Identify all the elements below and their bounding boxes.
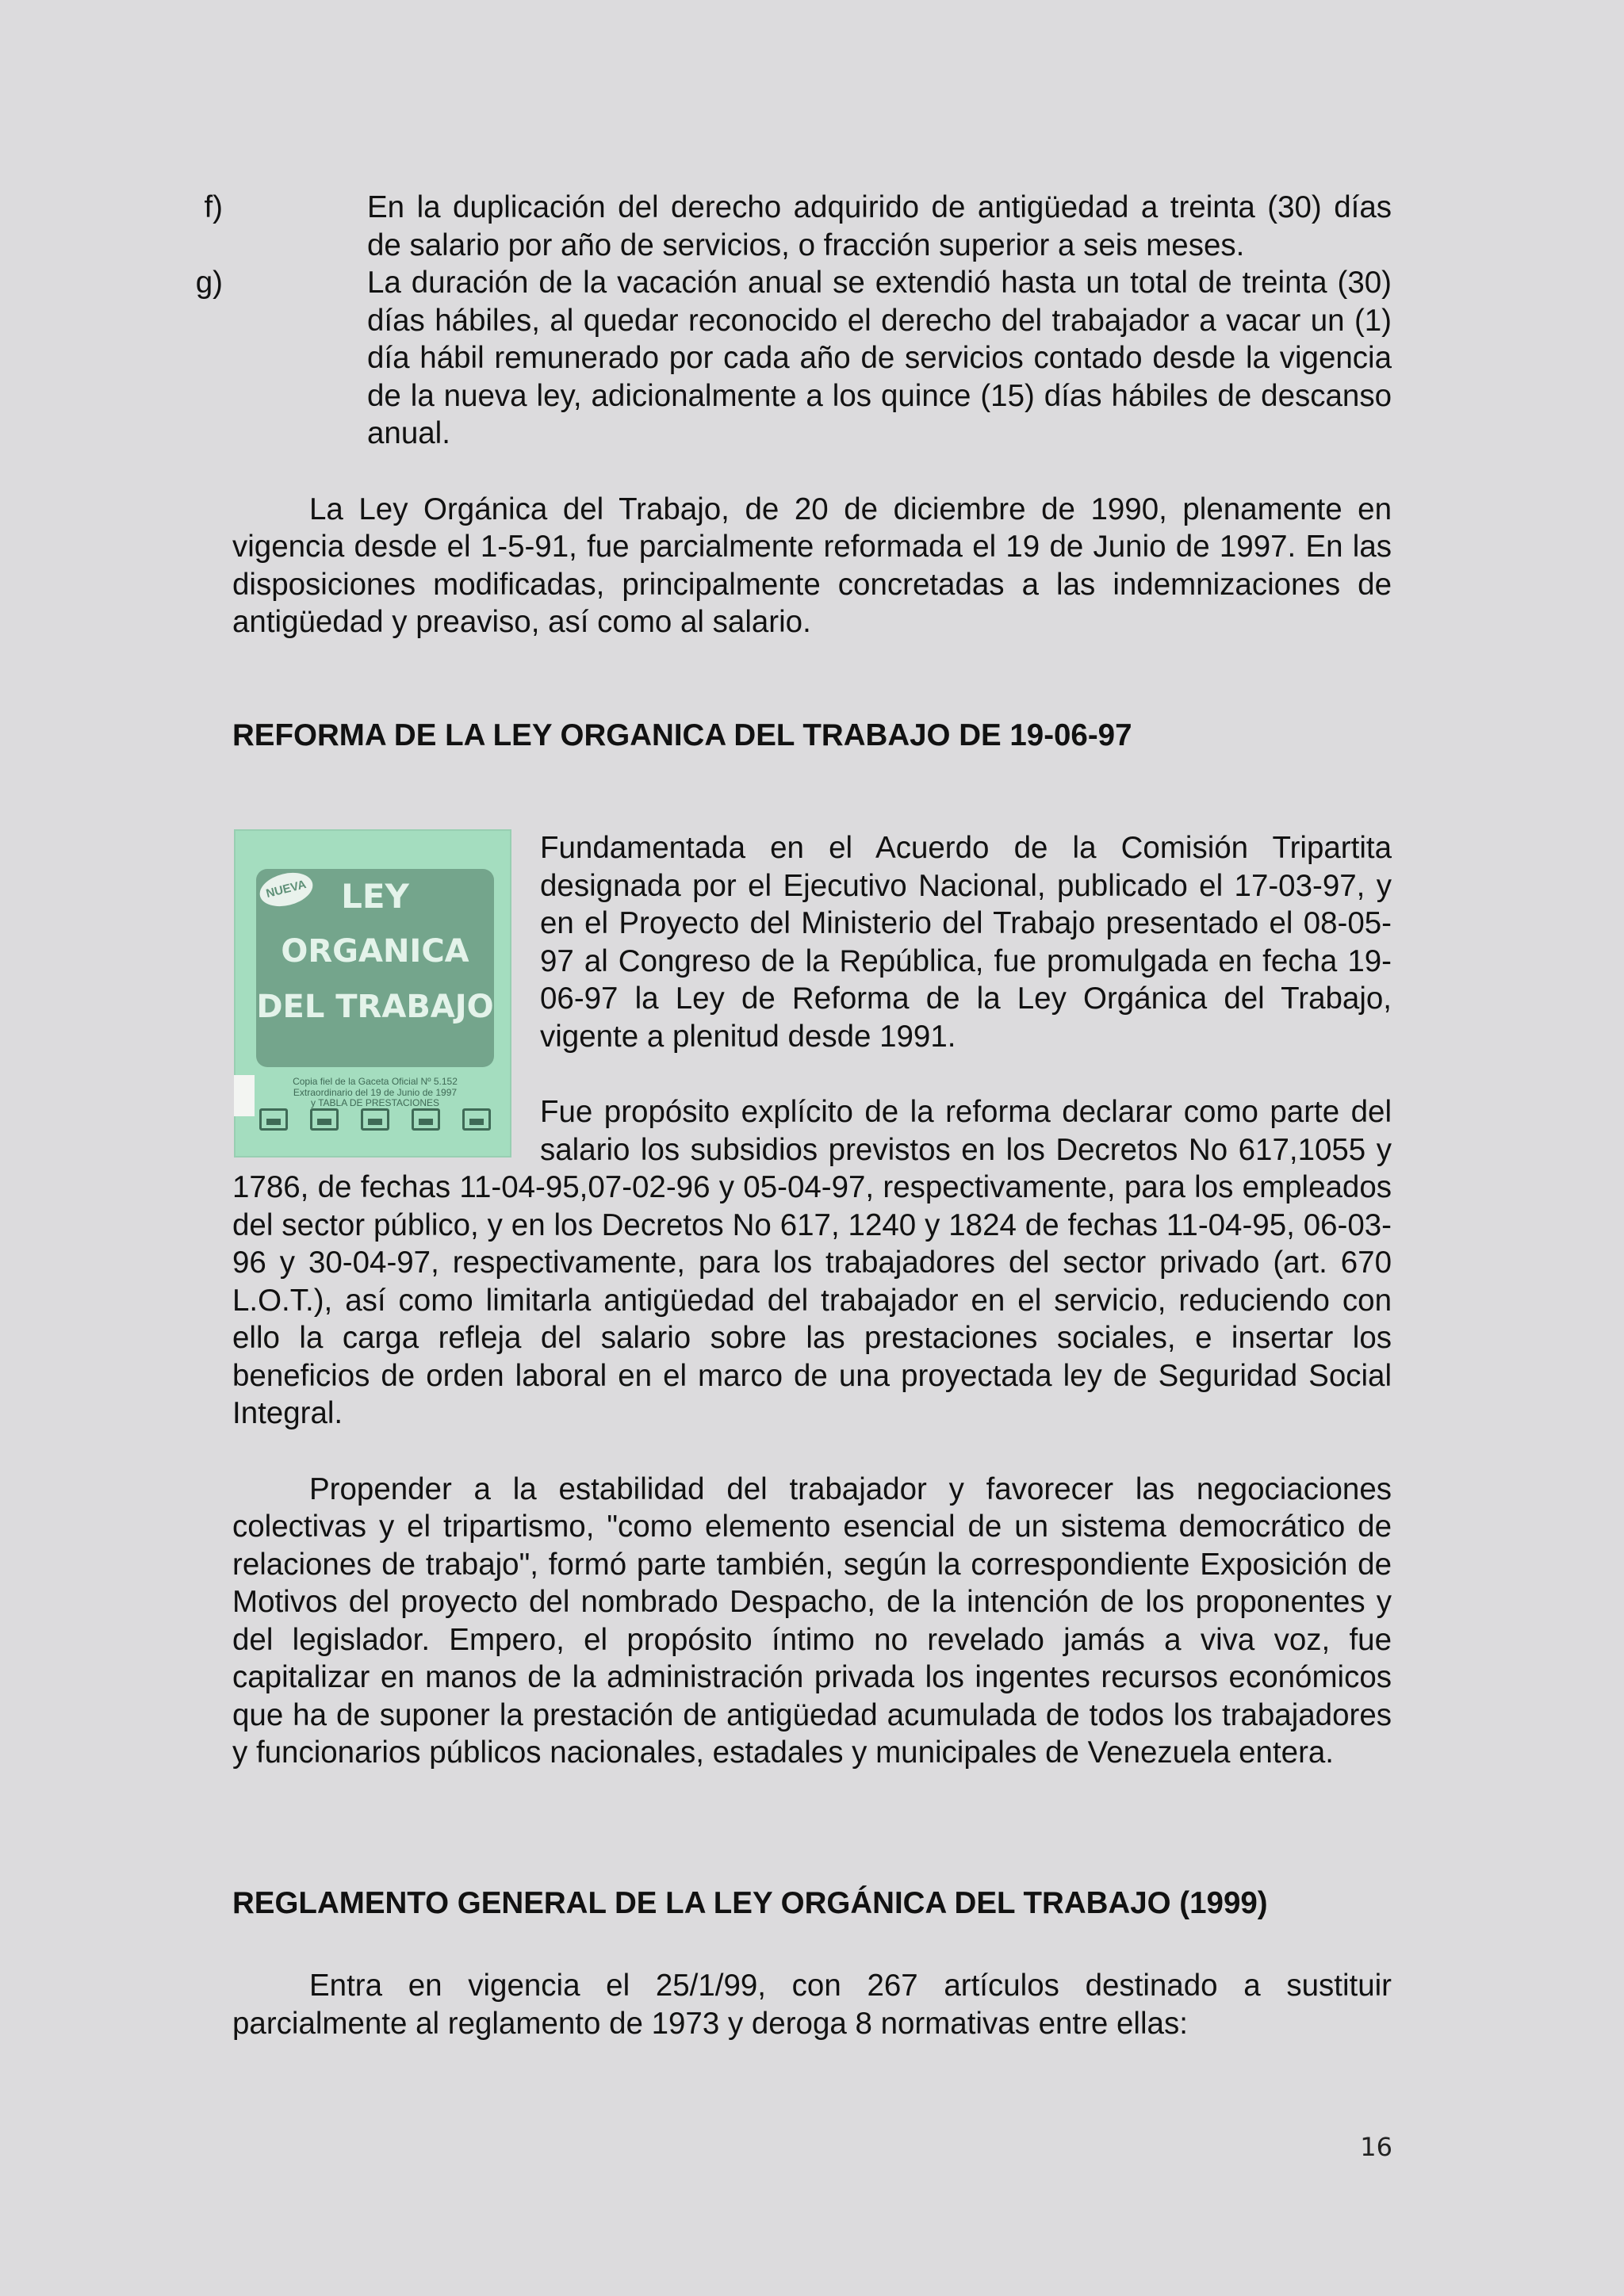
book-cover-image <box>234 829 511 1158</box>
ship-icon <box>361 1108 389 1131</box>
list-marker: g) <box>195 266 223 300</box>
office-icon <box>462 1108 491 1131</box>
cover-caption-line: y TABLA DE PRESTACIONES <box>310 1097 440 1108</box>
paragraph-propender: Propender a la estabilidad del trabajador y favorecer las negociaciones colectivas y el tripartismo, "como elemento esencial de un sistema democrático de relaciones de trabajo", formó parte también, según la correspondiente Exposición de Motivos del proyecto del nombrado Despacho, de la intención de los proponentes y del legislador. Empero, el propósito íntimo no revelado jamás a viva voz, fue capitalizar en manos de la administración privada los ingentes recursos económicos que ha de suponer la prestación de antigüedad acumulada de todos los trabajadores y funcionarios públicos nacionales, estadales y municipales de Venezuela entera. <box>232 1471 1392 1770</box>
page-content <box>195 189 1392 2042</box>
cover-title-line: ORGANICA <box>281 933 469 970</box>
cover-sticker <box>234 1075 255 1116</box>
cover-caption-line: Copia fiel de la Gaceta Oficial Nº 5.152 <box>293 1076 458 1087</box>
cover-badge: NUEVA <box>256 867 316 911</box>
tractor-icon <box>412 1108 440 1131</box>
factory-icon <box>259 1108 288 1131</box>
list-item-g <box>195 264 1392 453</box>
list-item-f <box>204 189 1392 264</box>
chart-icon <box>310 1108 339 1131</box>
paragraph-proposito: Fue propósito explícito de la reforma declarar como parte del salario los subsidios previstos en los Decretos No 617,1055 y 1786, de fechas 11-04-95,07-02-96 y 05-04-97, respectivamente, para los empleados del sector público, y en los Decretos No 617, 1240 y 1824 de fechas 11-04-95, 06-03-96 y 30-04-97, respectivamente, para los trabajadores del sector privado (art. 670 L.O.T.), así como limitarla antigüedad del trabajador en el servicio, reduciendo con ello la carga refleja del salario sobre las prestaciones sociales, e insertar los beneficios de orden laboral en el marco de una proyectada ley de Seguridad Social Integral. <box>232 1095 1392 1430</box>
reforma-section <box>232 829 1392 1433</box>
section-heading-reglamento: REGLAMENTO GENERAL DE LA LEY ORGÁNICA DEL TRABAJO (1999) <box>232 1885 1268 1920</box>
cover-icon-row <box>259 1108 491 1131</box>
paragraph-entra: Entra en vigencia el 25/1/99, con 267 artículos destinado a sustituir parcialmente al reglamento de 1973 y deroga 8 normativas entre ellas: <box>232 1969 1392 2041</box>
paragraph-ley-organica: La Ley Orgánica del Trabajo, de 20 de diciembre de 1990, plenamente en vigencia desde el 1-5-91, fue parcialmente reformada el 19 de Junio de 1997. En las disposiciones modificadas, principalmente concretadas a las indemnizaciones de antigüedad y preaviso, así como al salario. <box>232 492 1392 639</box>
page-number: 16 <box>1360 2132 1392 2162</box>
section-heading-reforma: REFORMA DE LA LEY ORGANICA DEL TRABAJO DE 19-06-97 <box>232 718 1132 752</box>
cover-caption-line: Extraordinario del 19 de Junio de 1997 <box>293 1087 458 1098</box>
cover-title-line: DEL TRABAJO <box>256 989 494 1025</box>
book-cover <box>234 829 511 1158</box>
list-item-text: En la duplicación del derecho adquirido de antigüedad a treinta (30) días de salario por año de servicios, o fracción superior a seis meses. <box>367 190 1392 262</box>
paragraph-fundamentada: Fundamentada en el Acuerdo de la Comisión Tripartita designada por el Ejecutivo Nacional, publicado el 17-03-97, y en el Proyecto del Ministerio del Trabajo presentado el 08-05-97 al Congreso de la República, fue promulgada en fecha 19-06-97 la Ley de Reforma de la Ley Orgánica del Trabajo, vigente a plenitud desde 1991. <box>540 831 1392 1054</box>
cover-title-line: LEY <box>341 877 409 916</box>
list-marker: f) <box>204 190 223 224</box>
list-item-text: La duración de la vacación anual se extendió hasta un total de treinta (30) días hábiles, al quedar reconocido el derecho del trabajador a vacar un (1) día hábil remunerado por cada año de servicios contado desde la vigencia de la nueva ley, adicionalmente a los quince (15) días hábiles de descanso anual. <box>367 266 1392 450</box>
